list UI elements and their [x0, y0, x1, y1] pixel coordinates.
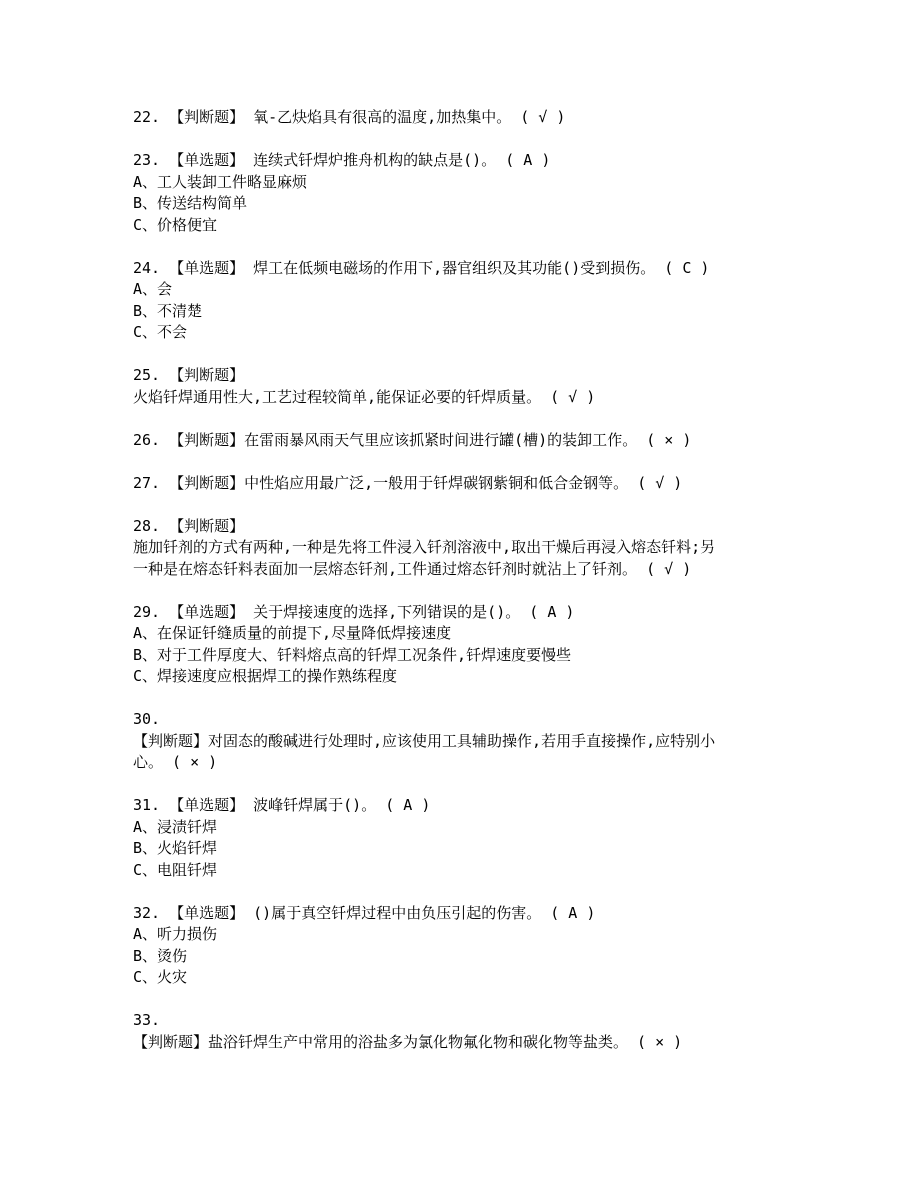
question-text: 心。 ( × ) — [133, 753, 218, 771]
option-c: C、电阻钎焊 — [133, 860, 218, 879]
option-b: B、不清楚 — [133, 301, 203, 320]
question-text: 29. 【单选题】 关于焊接速度的选择,下列错误的是()。 ( A ) — [133, 602, 575, 621]
question-header: 25. 【判断题】 — [133, 366, 245, 384]
question-text: 32. 【单选题】 ()属于真空钎焊过程中由负压引起的伤害。 ( A ) — [133, 903, 596, 922]
option-b: B、对于工件厚度大、钎料熔点高的钎焊工况条件,钎焊速度要慢些 — [133, 645, 572, 664]
question-header: 28. 【判断题】 — [133, 516, 245, 535]
question-text: 23. 【单选题】 连续式钎焊炉推舟机构的缺点是()。 ( A ) — [133, 151, 551, 169]
question-text: 22. 【判断题】 氧-乙炔焰具有很高的温度,加热集中。 ( √ ) — [133, 108, 566, 126]
question-27 — [133, 473, 793, 495]
question-number: 33. — [133, 1011, 161, 1029]
option-c: C、焊接速度应根据焊工的操作熟练程度 — [133, 667, 398, 685]
question-text: 火焰钎焊通用性大,工艺过程较简单,能保证必要的钎焊质量。 ( √ ) — [133, 387, 596, 406]
option-b: B、传送结构简单 — [133, 194, 248, 212]
question-25 — [133, 365, 793, 408]
question-list — [133, 107, 793, 1053]
option-a: A、听力损伤 — [133, 925, 218, 943]
option-c: C、价格便宜 — [133, 215, 218, 234]
question-24 — [133, 258, 793, 344]
option-b: B、烫伤 — [133, 946, 188, 965]
question-text: 27. 【判断题】中性焰应用最广泛,一般用于钎焊碳钢紫铜和低合金钢等。 ( √ ) — [133, 473, 683, 492]
question-text: 【判断题】对固态的酸碱进行处理时,应该使用工具辅助操作,若用手直接操作,应特别小 — [133, 731, 716, 750]
question-text: 施加钎剂的方式有两种,一种是先将工件浸入钎剂溶液中,取出干燥后再浸入熔态钎料;另 — [133, 538, 716, 556]
question-number: 30. — [133, 710, 161, 728]
question-text: 26. 【判断题】在雷雨暴风雨天气里应该抓紧时间进行罐(槽)的装卸工作。 ( × ) — [133, 430, 692, 449]
option-a: A、在保证钎缝质量的前提下,尽量降低焊接速度 — [133, 624, 452, 642]
question-text: 【判断题】盐浴钎焊生产中常用的浴盐多为氯化物氟化物和碳化物等盐类。 ( × ) — [133, 1032, 683, 1051]
option-a: A、工人装卸工件略显麻烦 — [133, 172, 308, 191]
option-c: C、不会 — [133, 323, 188, 341]
question-33 — [133, 1010, 793, 1053]
question-text: 24. 【单选题】 焊工在低频电磁场的作用下,器官组织及其功能()受到损伤。 ( C ) — [133, 258, 710, 277]
question-30 — [133, 709, 793, 774]
question-26 — [133, 430, 793, 452]
option-b: B、火焰钎焊 — [133, 839, 218, 857]
question-31 — [133, 795, 793, 881]
question-23 — [133, 150, 793, 236]
option-a: A、浸渍钎焊 — [133, 817, 218, 836]
question-28 — [133, 516, 793, 581]
option-a: A、会 — [133, 280, 173, 298]
question-29 — [133, 602, 793, 688]
question-22 — [133, 107, 793, 129]
question-text: 一种是在熔态钎料表面加一层熔态钎剂,工件通过熔态钎剂时就沾上了钎剂。 ( √ ) — [133, 559, 692, 578]
option-c: C、火灾 — [133, 968, 188, 986]
question-32 — [133, 903, 793, 989]
question-text: 31. 【单选题】 波峰钎焊属于()。 ( A ) — [133, 796, 431, 814]
